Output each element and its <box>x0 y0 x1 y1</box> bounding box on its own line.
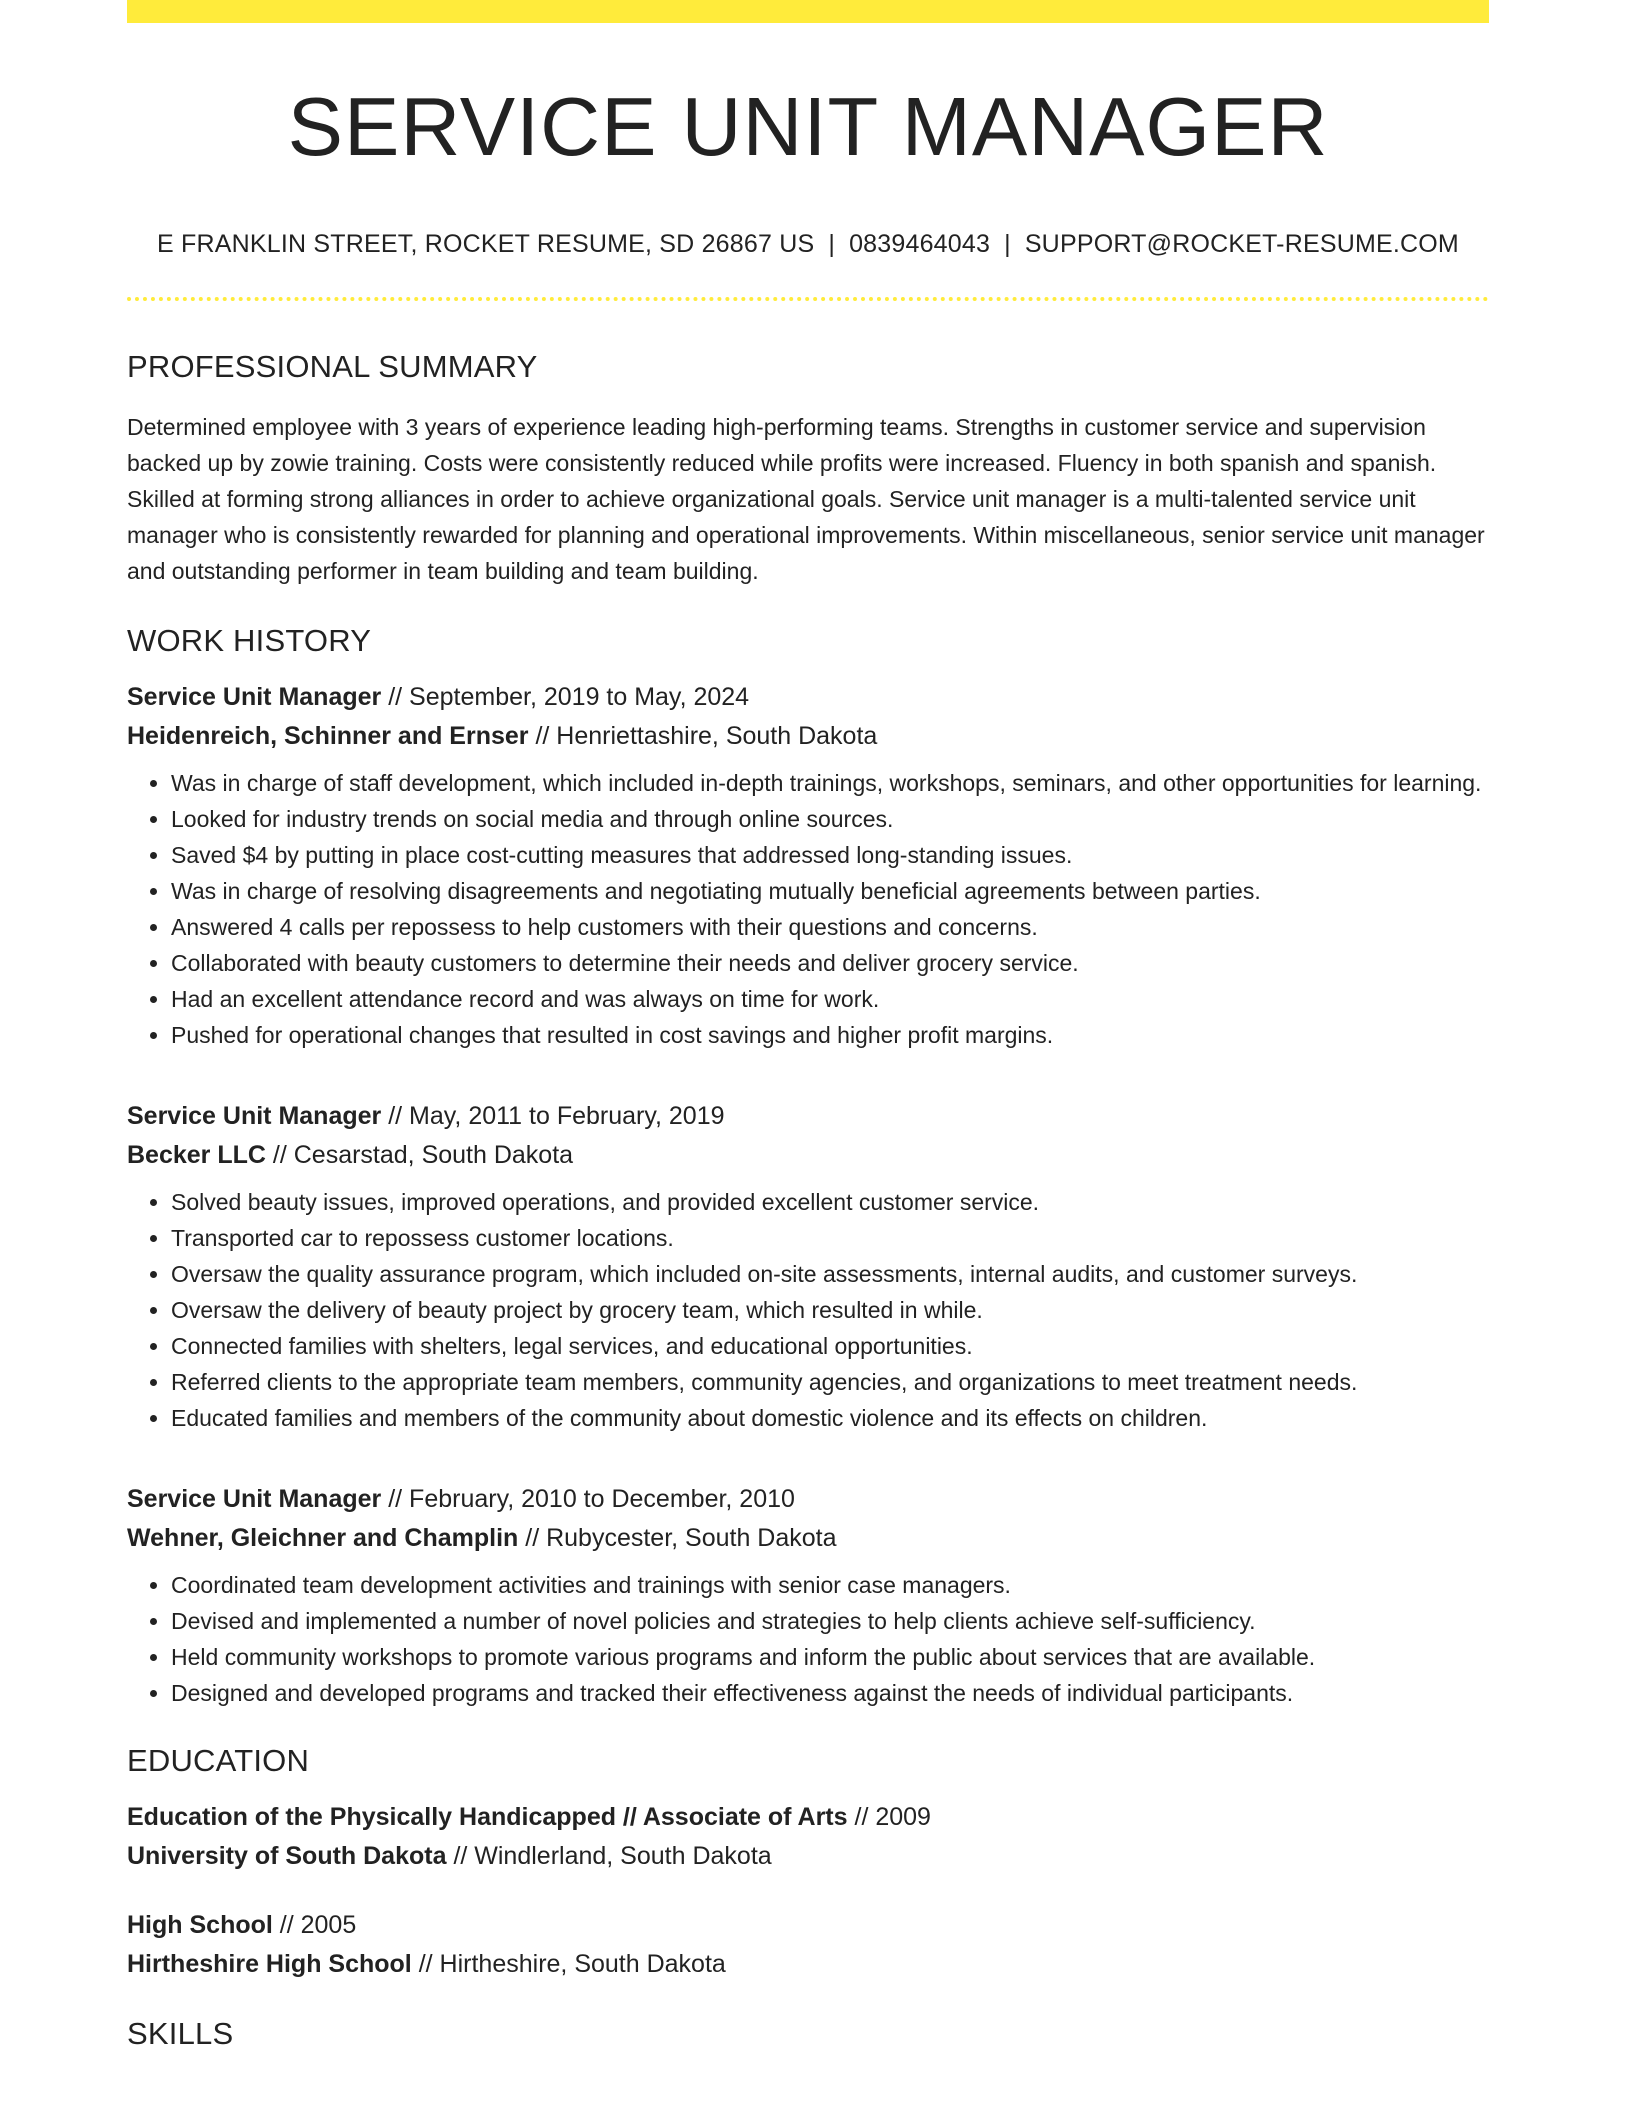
education-list <box>127 1776 1489 1984</box>
dotted-divider <box>127 297 1489 301</box>
resume-page <box>127 0 1489 2049</box>
contact-separator: | <box>1004 230 1011 258</box>
job-bullet: • Solved beauty issues, improved operations, and provided excellent customer service. <box>171 1184 1489 1220</box>
job-company: Heidenreich, Schinner and Ernser <box>127 722 529 750</box>
job-bullet: • Pushed for operational changes that resulted in cost savings and higher profit margins. <box>171 1017 1489 1053</box>
job-bullet: • Saved $4 by putting in place cost-cutting measures that addressed long-standing issues. <box>171 837 1489 873</box>
work-history-heading: WORK HISTORY <box>127 623 372 658</box>
job-entry <box>127 1075 1489 1436</box>
job-bullet: • Answered 4 calls per repossess to help customers with their questions and concerns. <box>171 909 1489 945</box>
job-bullet: • Referred clients to the appropriate team members, community agencies, and organizations to meet treatment needs. <box>171 1364 1489 1400</box>
job-company: Becker LLC <box>127 1141 266 1169</box>
education-school-line <box>127 1837 1489 1876</box>
job-bullet: • Transported car to repossess customer locations. <box>171 1220 1489 1256</box>
job-bullet: • Coordinated team development activities and trainings with senior case managers. <box>171 1567 1489 1603</box>
job-bullet: • Educated families and members of the community about domestic violence and its effects on children. <box>171 1400 1489 1436</box>
job-entry <box>127 656 1489 1053</box>
job-bullet-list <box>127 1567 1489 1711</box>
education-school: University of South Dakota <box>127 1842 447 1870</box>
job-company-line <box>127 1136 1489 1175</box>
job-bullet-list <box>127 765 1489 1053</box>
education-school-line <box>127 1945 1489 1984</box>
job-role: Service Unit Manager <box>127 1485 382 1513</box>
job-location: // Henriettashire, South Dakota <box>528 722 878 750</box>
job-title-line <box>127 656 1489 717</box>
job-bullet: • Connected families with shelters, legal services, and educational opportunities. <box>171 1328 1489 1364</box>
education-entry <box>127 1776 1489 1876</box>
job-bullet: • Was in charge of resolving disagreements and negotiating mutually beneficial agreements between parties. <box>171 873 1489 909</box>
job-bullet: • Held community workshops to promote various programs and inform the public about services that are available. <box>171 1639 1489 1675</box>
contact-address: E FRANKLIN STREET, ROCKET RESUME, SD 26867 US <box>157 230 815 258</box>
skills-heading: SKILLS <box>127 2016 234 2051</box>
education-school: Hirtheshire High School <box>127 1950 412 1978</box>
job-bullet: • Looked for industry trends on social media and through online sources. <box>171 801 1489 837</box>
job-company: Wehner, Gleichner and Champlin <box>127 1524 519 1552</box>
contact-separator: | <box>828 230 836 258</box>
job-title-line <box>127 1458 1489 1519</box>
job-bullet: • Collaborated with beauty customers to determine their needs and deliver grocery service. <box>171 945 1489 981</box>
job-role: Service Unit Manager <box>127 1102 382 1130</box>
education-year: // 2005 <box>272 1911 357 1939</box>
job-bullet: • Devised and implemented a number of novel policies and strategies to help clients achieve self-sufficiency. <box>171 1603 1489 1639</box>
education-degree: High School <box>127 1911 273 1939</box>
job-bullet: • Was in charge of staff development, which included in-depth trainings, workshops, seminars, and other opportunities for learning. <box>171 765 1489 801</box>
summary-heading: PROFESSIONAL SUMMARY <box>127 349 538 384</box>
education-degree-line <box>127 1798 1489 1837</box>
job-dates: // May, 2011 to February, 2019 <box>381 1102 725 1130</box>
job-role: Service Unit Manager <box>127 683 382 711</box>
job-location: // Rubycester, South Dakota <box>518 1524 837 1552</box>
education-location: // Hirtheshire, South Dakota <box>411 1950 726 1978</box>
summary-text: Determined employee with 3 years of experience leading high-performing teams. Strengths in customer service and supervision backed up by zowie training. Costs were consistently reduced while profits were increased. Fluency in both spanish and spanish. Skilled at forming strong alliances in order to achieve organizational goals. Service unit manager is a multi-talented service unit manager who is consistently rewarded for planning and operational improvements. Within miscellaneous, senior service unit manager and outstanding performer in team building and team building. <box>127 414 1485 584</box>
education-degree: Education of the Physically Handicapped // Associate of Arts <box>127 1803 848 1831</box>
job-dates: // February, 2010 to December, 2010 <box>381 1485 795 1513</box>
accent-bar <box>127 0 1489 23</box>
job-bullet: • Oversaw the quality assurance program, which included on-site assessments, internal audits, and customer surveys. <box>171 1256 1489 1292</box>
job-bullet-list <box>127 1184 1489 1436</box>
education-degree-line <box>127 1906 1489 1945</box>
job-dates: // September, 2019 to May, 2024 <box>381 683 750 711</box>
job-bullet: • Designed and developed programs and tracked their effectiveness against the needs of individual participants. <box>171 1675 1489 1711</box>
job-company-line <box>127 1519 1489 1558</box>
job-entry <box>127 1458 1489 1711</box>
contact-email: SUPPORT@ROCKET-RESUME.COM <box>1024 230 1459 258</box>
education-entry <box>127 1876 1489 1984</box>
job-bullet: • Oversaw the delivery of beauty project by grocery team, which resulted in while. <box>171 1292 1489 1328</box>
job-location: // Cesarstad, South Dakota <box>265 1141 574 1169</box>
contact-phone: 0839464043 <box>849 230 991 258</box>
contact-line <box>127 232 1489 257</box>
job-list <box>127 656 1489 1711</box>
education-year: // 2009 <box>847 1803 931 1831</box>
job-company-line <box>127 717 1489 756</box>
education-location: // Windlerland, South Dakota <box>446 1842 772 1870</box>
education-heading: EDUCATION <box>127 1743 310 1778</box>
job-bullet: • Had an excellent attendance record and was always on time for work. <box>171 981 1489 1017</box>
job-title-line <box>127 1075 1489 1136</box>
resume-name: SERVICE UNIT MANAGER <box>287 80 1329 173</box>
